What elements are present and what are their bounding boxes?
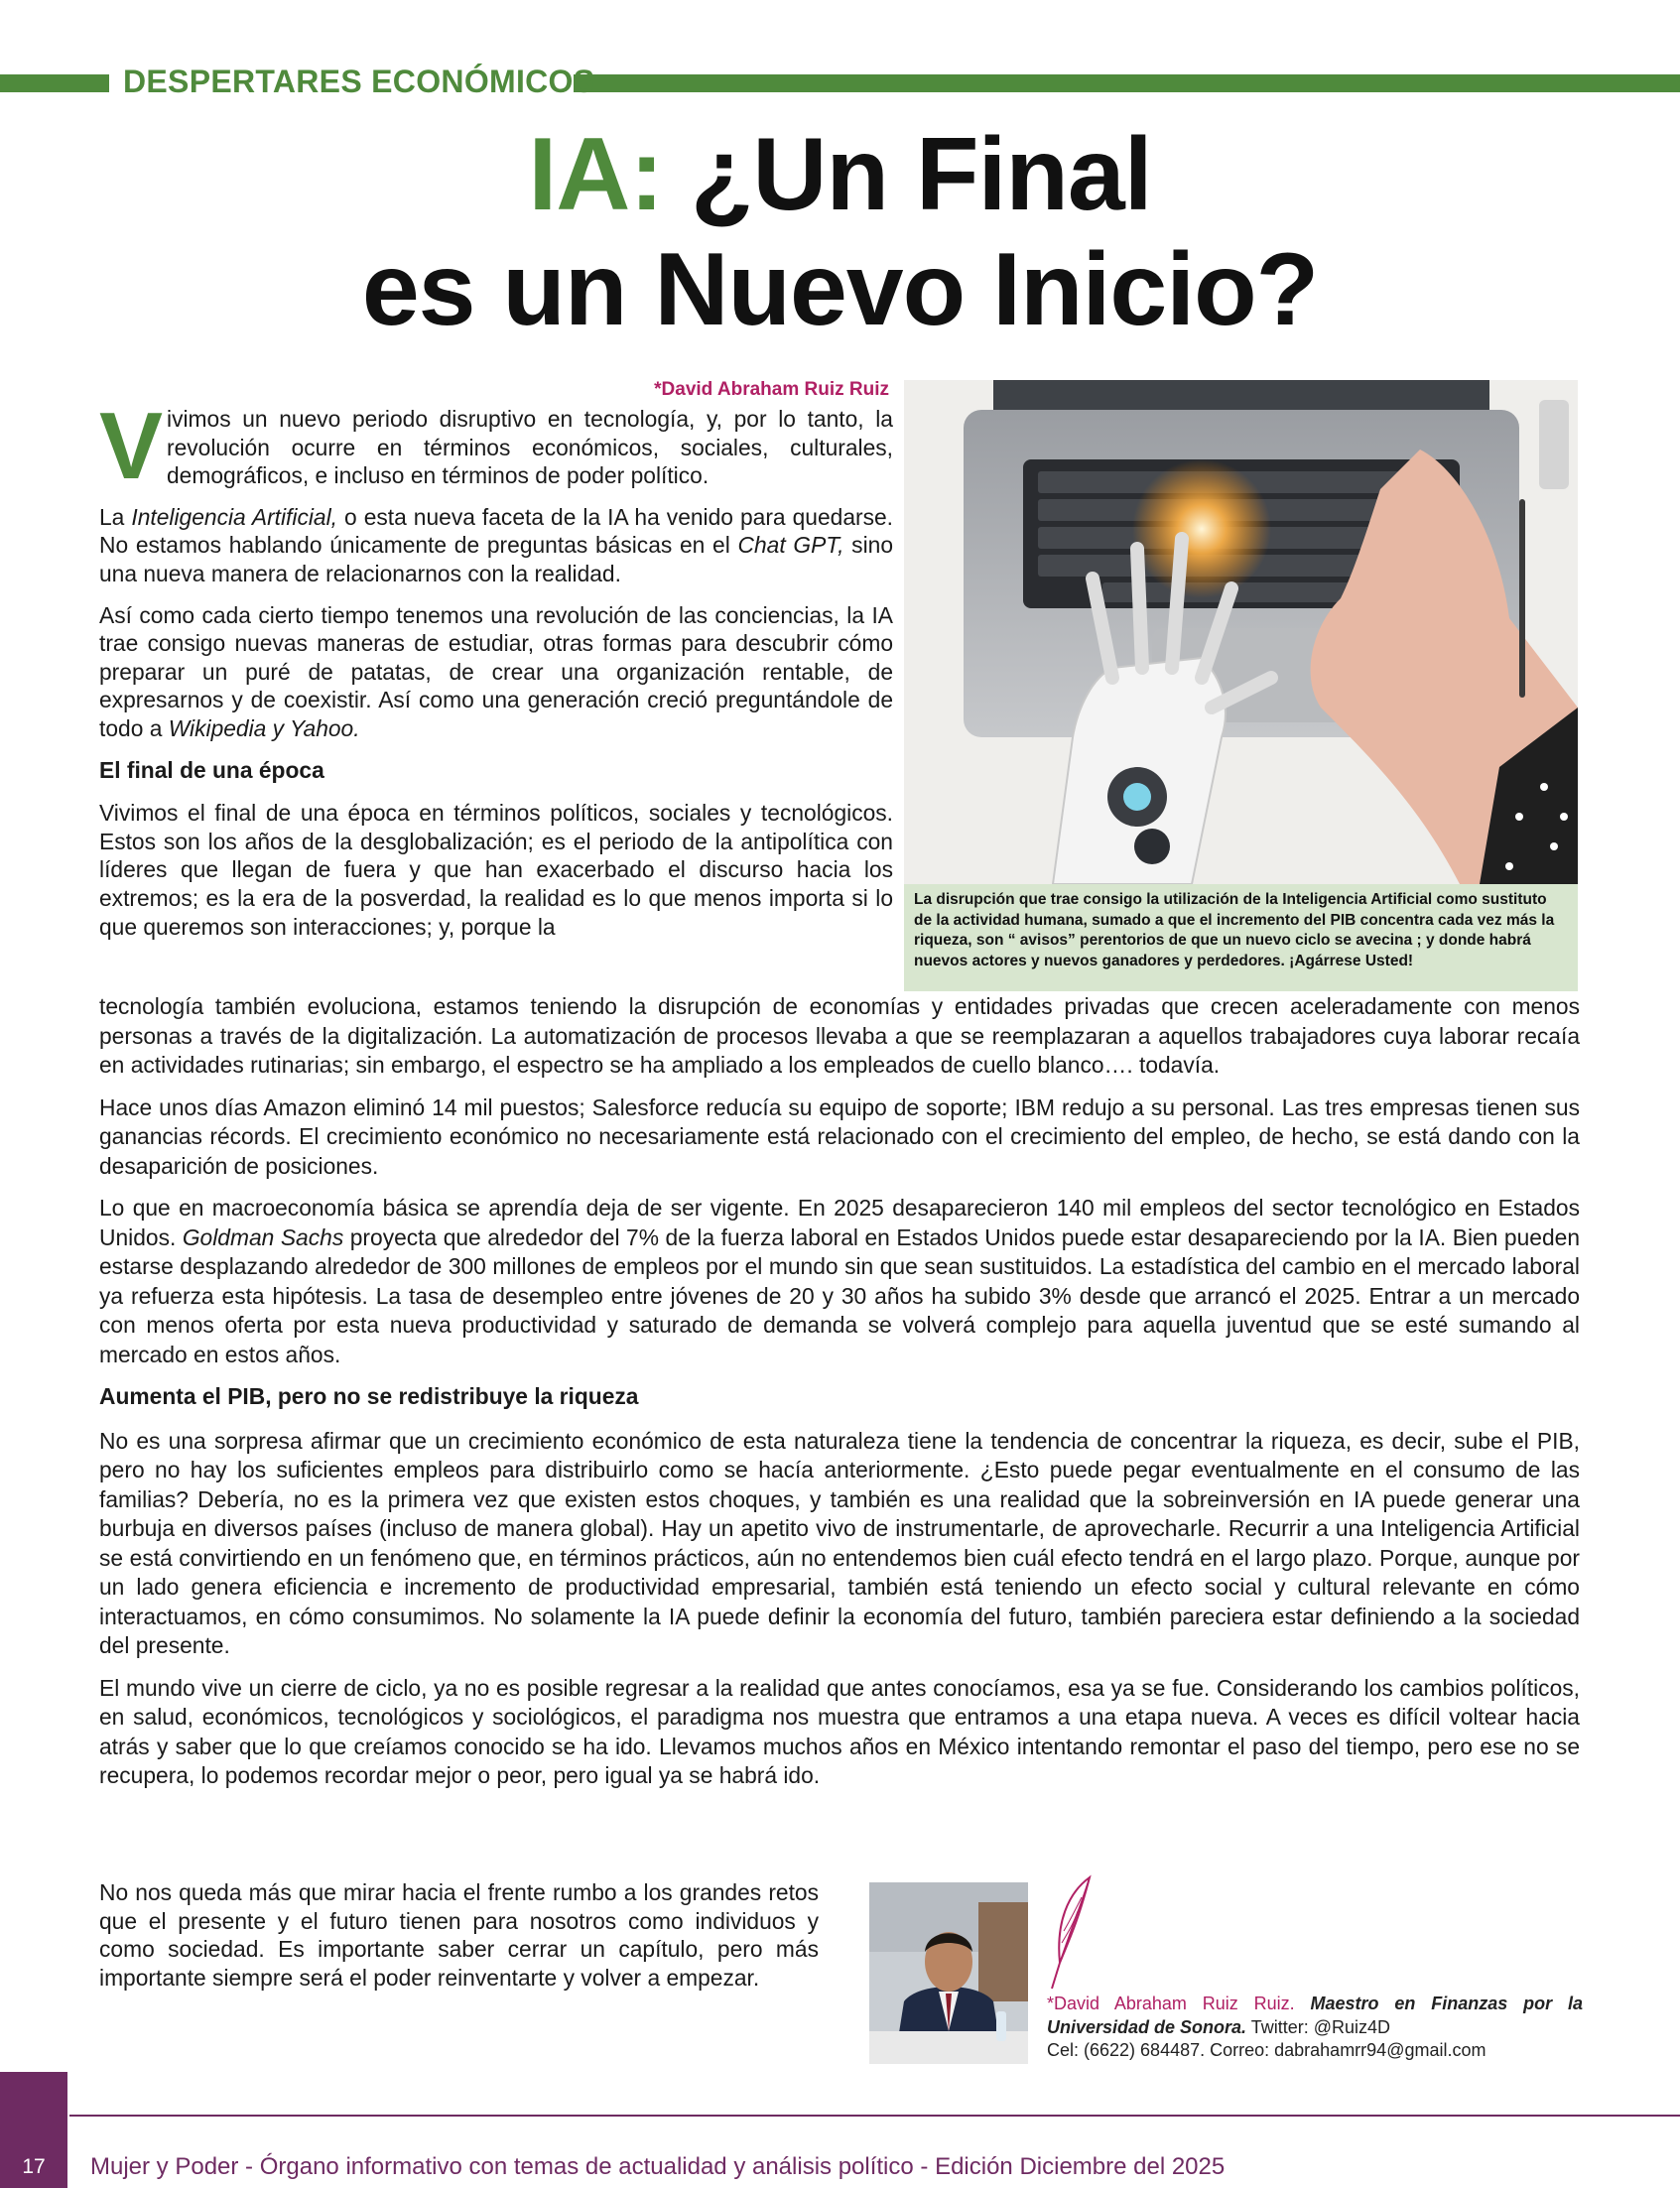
article-column (99, 393, 894, 941)
text-run: Así como cada cierto tiempo tenemos una revolución de las conciencias, la IA trae consigo nuevas maneras de estudiar, otras formas para descubrir cómo preparar un puré de patatas, de crear una organización rentable, de expresarnos y de coexistir. Así como una generación creció preguntándole de todo a (99, 601, 893, 741)
bio-name: *David Abraham Ruiz Ruiz. (1047, 1994, 1295, 2013)
text-run: proyecta que alrededor del 7% de la fuerza laboral en Estados Unidos puede estar desapareciendo por la IA. Bien pueden estarse desplazando alrededor de 300 millones de empleos por el mundo sin que sean sustituidos. La estadística del cambio en el mercado laboral ya refuerza esta hipótesis. La tasa de desempleo entre jóvenes de 20 y 30 años ha subido 3% desde que arrancó el 2025. Entrar a un mercado con menos oferta por esta nueva productividad y saturado de demanda se volverá complejo para aquella juventud que se esté sumando al mercado en estos años. (99, 1223, 1580, 1367)
bio-twitter: Twitter: @Ruiz4D (1246, 2016, 1391, 2037)
title-line2: es un Nuevo Inicio? (361, 232, 1319, 347)
paragraph-cierre-ciclo: El mundo vive un cierre de ciclo, ya no es posible regresar a la realidad que antes conocíamos, esa ya se fue. Considerando los cambios políticos, en salud, económicos, tecnológicos y sociológicos, el paradigma nos muestra que entramos a una etapa nueva. A veces es difícil voltear hacia atrás y saber que lo que creíamos conocido se ha ido. Llevamos muchos años en México intentando remontar el paso del tiempo, pero ese no se recupera, lo podemos recordar mejor o peor, pero igual ya se habrá ido. (99, 1674, 1580, 1788)
laptop-robot-illustration (904, 380, 1578, 884)
emphasis: Wikipedia y Yahoo. (168, 714, 360, 741)
title-line1: ¿Un Final (663, 117, 1152, 232)
emphasis: Inteligencia Artificial, (131, 503, 338, 530)
footer-rule (69, 2115, 1680, 2117)
subhead-pib: Aumenta el PIB, pero no se redistribuye la riqueza (99, 1383, 639, 1409)
intro-paragraph (99, 393, 893, 499)
bio-title: Maestro en Finanzas por la Universidad de Sonora. (1047, 1994, 1583, 2037)
subhead-final-epoca: El final de una época (99, 756, 324, 783)
title-accent: IA: (528, 117, 663, 232)
text-run: sino una nueva manera de relacionarnos con la realidad. (99, 532, 893, 586)
feather-quill-icon (1048, 1873, 1098, 1993)
footer-publication: Mujer y Poder - Órgano informativo con temas de actualidad y análisis político - Edición Diciembre del 2025 (90, 2153, 1226, 2180)
emphasis: Goldman Sachs (182, 1223, 344, 1250)
text-run: La (99, 503, 132, 530)
author-bio (1047, 1993, 1583, 2063)
laptop-robot-hand-photo (904, 380, 1578, 884)
page-number: 17 (22, 2155, 46, 2178)
paragraph-amazon: Hace unos días Amazon eliminó 14 mil puestos; Salesforce reducía su equipo de soporte; IBM redujo a su personal. Las tres empresas tienen sus ganancias récords. El crecimiento económico no necesariamente está relacionado con el crecimiento del empleo, de hecho, se está dando con la desaparición de posiciones. (99, 1094, 1580, 1179)
paragraph-revolucion (99, 601, 893, 743)
emphasis: Chat GPT, (737, 532, 844, 559)
author-photo (869, 1882, 1028, 2064)
bio-contact: Cel: (6622) 684487. Correo: dabrahamrr94@gmail.com (1047, 2040, 1486, 2060)
paragraph-final-epoca-part2: tecnología también evoluciona, estamos teniendo la disrupción de economías y entidades privadas que crecen aceleradamente con menos personas a través de la digitalización. La automatización de procesos llevaba a que se reemplazaran a aquellos trabajadores cuya laborar recaía en actividades rutinarias; sin embargo, el espectro se ha ampliado a los empleados de cuello blanco…. todavía. (99, 993, 1580, 1078)
paragraph-ia (99, 503, 893, 588)
paragraph-pib: No es una sorpresa afirmar que un crecimiento económico de esta naturaleza tiene la tendencia de concentrar la riqueza, es decir, sube el PIB, pero no hay los suficientes empleos para distribuirlo como se hacía anteriormente. ¿Esto puede pegar eventualmente en el consumo de las familias? Debería, no es la primera vez que existen estos choques, y también es una realidad que la sobreinversión en IA puede generar una burbuja en diversos países (incluso de manera global). Hay un apetito vivo de instrumentarle, de aprovecharle. Recurrir a una Inteligencia Artificial se está convirtiendo en un fenómeno que, en términos prácticos, aún no entendemos bien cuál efecto tendrá en el largo plazo. Porque, aunque por un lado genera eficiencia e incremento de productividad empresarial, también está teniendo un efecto social y cultural relevante en cómo interactuamos, en cómo consumimos. No solamente la IA puede definir la economía del futuro, también pareciera estar definiendo a la sociedad del presente. (99, 1427, 1580, 1658)
intro-text: ivimos un nuevo periodo disruptivo en tecnología, y, por lo tanto, la revolución ocurre en términos económicos, sociales, culturales, demográficos, e incluso en términos de poder político. (167, 406, 893, 489)
section-bar-left (0, 74, 109, 92)
paragraph-closing: No nos queda más que mirar hacia el frente rumbo a los grandes retos que el presente y el futuro tienen para nosotros como individuos y como sociedad. Es importante saber cerrar un capítulo, pero más importante siempre será el poder reinventarte y volver a empezar. (99, 1879, 819, 1991)
text-run: Lo que en macroeconomía básica se aprendía deja de ser vigente. En 2025 desaparecieron 140 mil empleos del sector tecnológico en Estados Unidos. (99, 1195, 1580, 1250)
text-run: o esta nueva faceta de la IA ha venido para quedarse. No estamos hablando únicamente de preguntas básicas en el (99, 503, 894, 559)
paragraph-macroeconomia (99, 1194, 1580, 1369)
article-body-wide (99, 992, 1580, 1804)
byline: *David Abraham Ruiz Ruiz (654, 379, 889, 400)
drop-cap: V (99, 393, 164, 499)
photo-caption: La disrupción que trae consigo la utilización de la Inteligencia Artificial como sustituto de la actividad humana, sumado a que el incremento del PIB concentra cada vez más la riqueza, son “ avisos” perentorios de que un nuevo ciclo se avecina ; y donde habrá nuevos actores y nuevos ganadores y perdedores. ¡Agárrese Usted! (904, 884, 1578, 991)
article-title (0, 117, 1680, 347)
section-label: DESPERTARES ECONÓMICOS (123, 64, 595, 99)
author-portrait (869, 1882, 1028, 2064)
section-bar-right (574, 74, 1680, 92)
paragraph-final-epoca-part1: Vivimos el final de una época en términos políticos, sociales y tecnológicos. Estos son los años de la desglobalización; es el periodo de la antipolítica con líderes que llegan de fuera y que han exacerbado el discurso hacia los extremos; es la era de la posverdad, la realidad es lo que menos importa si lo que queremos son interacciones; y, porque la (99, 800, 893, 940)
